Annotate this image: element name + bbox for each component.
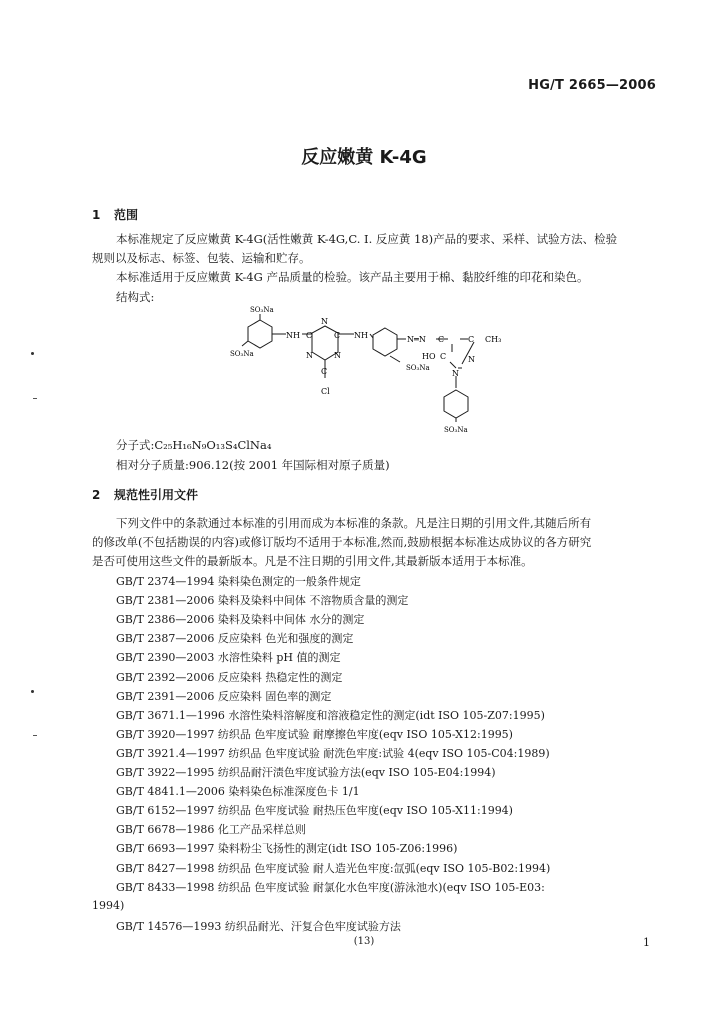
methyl-label: CH₃ (485, 335, 502, 344)
reference-item: GB/T 2386—2006 染料及染料中间体 水分的测定 (116, 613, 365, 627)
scope-paragraph-line: 本标准规定了反应嫩黄 K-4G(活性嫩黄 K-4G,C. I. 反应黄 18)产品的要求、采样、试验方法、检验 (116, 232, 618, 246)
structure-label: 结构式: (116, 290, 155, 304)
scope-applicability: 本标准适用于反应嫩黄 K-4G 产品质量的检验。该产品主要用于棉、黏胶纤维的印花和染色。 (116, 270, 589, 284)
reference-item: GB/T 2381—2006 染料及染料中间体 不溶物质含量的测定 (116, 594, 409, 608)
section-title: 规范性引用文件 (114, 488, 199, 502)
so3na-bottom-label: SO₃Na (444, 426, 468, 434)
triazine-n-left: N (306, 351, 313, 360)
section-title: 范围 (114, 208, 139, 222)
so3na-middle-label: SO₃Na (406, 364, 430, 372)
nh-right-label: NH (354, 331, 368, 340)
page-number: 1 (643, 936, 650, 949)
page-title: 反应嫩黄 K-4G (301, 147, 427, 168)
reference-item: GB/T 4841.1—2006 染料染色标准深度色卡 1/1 (116, 785, 360, 799)
reference-item: GB/T 14576—1993 纺织品耐光、汗复合色牢度试验方法 (116, 920, 401, 933)
section-1-heading (92, 206, 138, 223)
scan-artifact (33, 735, 37, 736)
reference-item: GB/T 2387—2006 反应染料 色光和强度的测定 (116, 632, 354, 646)
reference-item: GB/T 6693—1997 染料粉尘飞扬性的测定(idt ISO 105-Z06:1996) (116, 842, 458, 856)
reference-item: GB/T 3922—1995 纺织品耐汗渍色牢度试验方法(eqv ISO 105-E04:1994) (116, 766, 496, 779)
scan-artifact (31, 352, 34, 355)
molecular-formula: 分子式:C₂₅H₁₆N₉O₁₃S₄ClNa₄ (116, 438, 272, 452)
section-number: 2 (92, 488, 101, 502)
triazine-n-top: N (321, 317, 328, 326)
chlorine-label: Cl (321, 387, 330, 396)
reference-item: GB/T 2392—2006 反应染料 热稳定性的测定 (116, 670, 343, 684)
azo-group-label: N═N (407, 335, 426, 344)
scope-paragraph-line: 规则以及标志、标签、包装、运输和贮存。 (92, 251, 311, 265)
reference-item: GB/T 8427—1998 纺织品 色牢度试验 耐人造光色牢度:氙弧(eqv ISO 105-B02:1994) (116, 861, 551, 875)
standard-code: HG/T 2665—2006 (528, 78, 656, 93)
reference-continuation: 1994) (92, 899, 125, 912)
nh-left-label: NH (286, 331, 300, 340)
reference-item: GB/T 3671.1—1996 水溶性染料溶解度和溶液稳定性的测定(idt ISO 105-Z07:1995) (116, 708, 545, 722)
scan-artifact (33, 398, 37, 399)
pyrazolone-c1: C (438, 335, 445, 344)
triazine-c-left: C (306, 331, 313, 340)
scan-artifact (31, 690, 34, 693)
molecular-mass: 相对分子质量:906.12(按 2001 年国际相对原子质量) (116, 458, 390, 472)
hydroxyl-label: HO (422, 352, 436, 361)
reference-item: GB/T 3920—1997 纺织品 色牢度试验 耐摩擦色牢度(eqv ISO 105-X12:1995) (116, 727, 513, 741)
reference-item: GB/T 2374—1994 染料染色测定的一般条件规定 (116, 575, 361, 588)
pyrazolone-n1: N (468, 355, 475, 364)
triazine-c-right: C (334, 331, 341, 340)
pyrazolone-n2: N (452, 369, 459, 378)
so3na-left-label: SO₃Na (230, 350, 254, 358)
reference-item: GB/T 8433—1998 纺织品 色牢度试验 耐氯化水色牢度(游泳池水)(eqv ISO 105-E03: (116, 880, 545, 894)
normative-paragraph-line: 是否可使用这些文件的最新版本。凡是不注日期的引用文件,其最新版本适用于本标准。 (92, 554, 533, 568)
triazine-n-right: N (334, 351, 341, 360)
benzene-ring-bottom (444, 390, 468, 418)
normative-paragraph-line: 的修改单(不包括勘误的内容)或修订版均不适用于本标准,然而,鼓励根据本标准达成协议的各方研究 (92, 535, 592, 549)
so3na-top-label: SO₃Na (250, 306, 274, 314)
pyrazolone-c2: C (468, 335, 475, 344)
pyrazolone-c3: C (440, 352, 447, 361)
section-2-heading (92, 486, 198, 503)
section-number: 1 (92, 208, 101, 222)
reference-item: GB/T 2390—2003 水溶性染料 pH 值的测定 (116, 651, 341, 665)
benzene-ring-left (248, 320, 272, 348)
benzene-ring-middle (373, 328, 397, 356)
reference-item: GB/T 2391—2006 反应染料 固色率的测定 (116, 689, 332, 703)
reference-item: GB/T 6678—1986 化工产品采样总则 (116, 823, 306, 837)
reference-item: GB/T 3921.4—1997 纺织品 色牢度试验 耐洗色牢度:试验 4(eqv ISO 105-C04:1989) (116, 746, 550, 760)
footer-page-label: (13) (353, 936, 375, 947)
triazine-c-bottom: C (321, 367, 328, 376)
structural-formula (230, 304, 510, 436)
normative-paragraph-line: 下列文件中的条款通过本标准的引用而成为本标准的条款。凡是注日期的引用文件,其随后所有 (116, 516, 592, 530)
reference-item: GB/T 6152—1997 纺织品 色牢度试验 耐热压色牢度(eqv ISO 105-X11:1994) (116, 804, 513, 818)
